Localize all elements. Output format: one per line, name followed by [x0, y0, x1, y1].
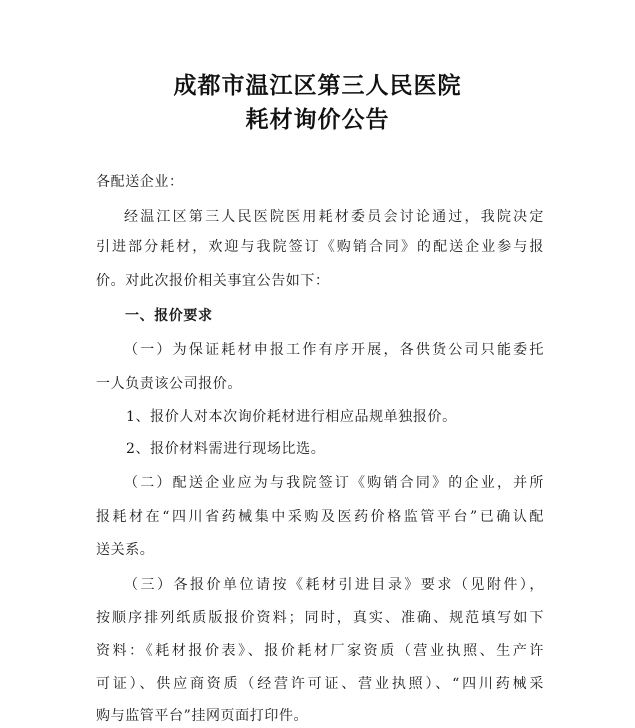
paragraph-line: 报耗材在“四川省药械集中采购及医药价格监管平台”已确认配 — [96, 509, 544, 525]
paragraph-line: 引进部分耗材，欢迎与我院签订《购销合同》的配送企业参与报 — [96, 239, 544, 255]
list-item: 2、报价材料需进行现场比选。 — [126, 441, 326, 457]
paragraph-line: 价。对此次报价相关事宜公告如下： — [96, 273, 330, 289]
paragraph-line: 资料：《耗材报价表》、报价耗材厂家资质（营业执照、生产许 — [96, 643, 544, 659]
paragraph-line: 经温江区第三人民医院医用耗材委员会讨论通过，我院决定 — [124, 209, 544, 225]
document-title-line1: 成都市温江区第三人民医院 — [173, 72, 462, 99]
list-item: 1、报价人对本次询价耗材进行相应品规单独报价。 — [126, 409, 457, 425]
paragraph-line: （一）为保证耗材申报工作有序开展，各供货公司只能委托 — [124, 342, 544, 358]
paragraph-line: 可证）、供应商资质（经营许可证、营业执照）、“四川药械采 — [96, 676, 544, 692]
salutation: 各配送企业： — [96, 174, 184, 190]
paragraph-line: （二）配送企业应为与我院签订《购销合同》的企业，并所 — [124, 475, 544, 491]
paragraph-line: 一人负责该公司报价。 — [96, 376, 242, 392]
paragraph-line: （三）各报价单位请按《耗材引进目录》要求（见附件）， — [124, 577, 544, 593]
document-title-line2: 耗材询价公告 — [245, 106, 390, 133]
paragraph-line: 按顺序排列纸质版报价资料；同时，真实、准确、规范填写如下 — [96, 610, 544, 626]
section-heading: 一、报价要求 — [125, 308, 213, 324]
paragraph-line: 购与监管平台”挂网页面打印件。 — [96, 708, 309, 724]
paragraph-line: 送关系。 — [96, 542, 155, 558]
